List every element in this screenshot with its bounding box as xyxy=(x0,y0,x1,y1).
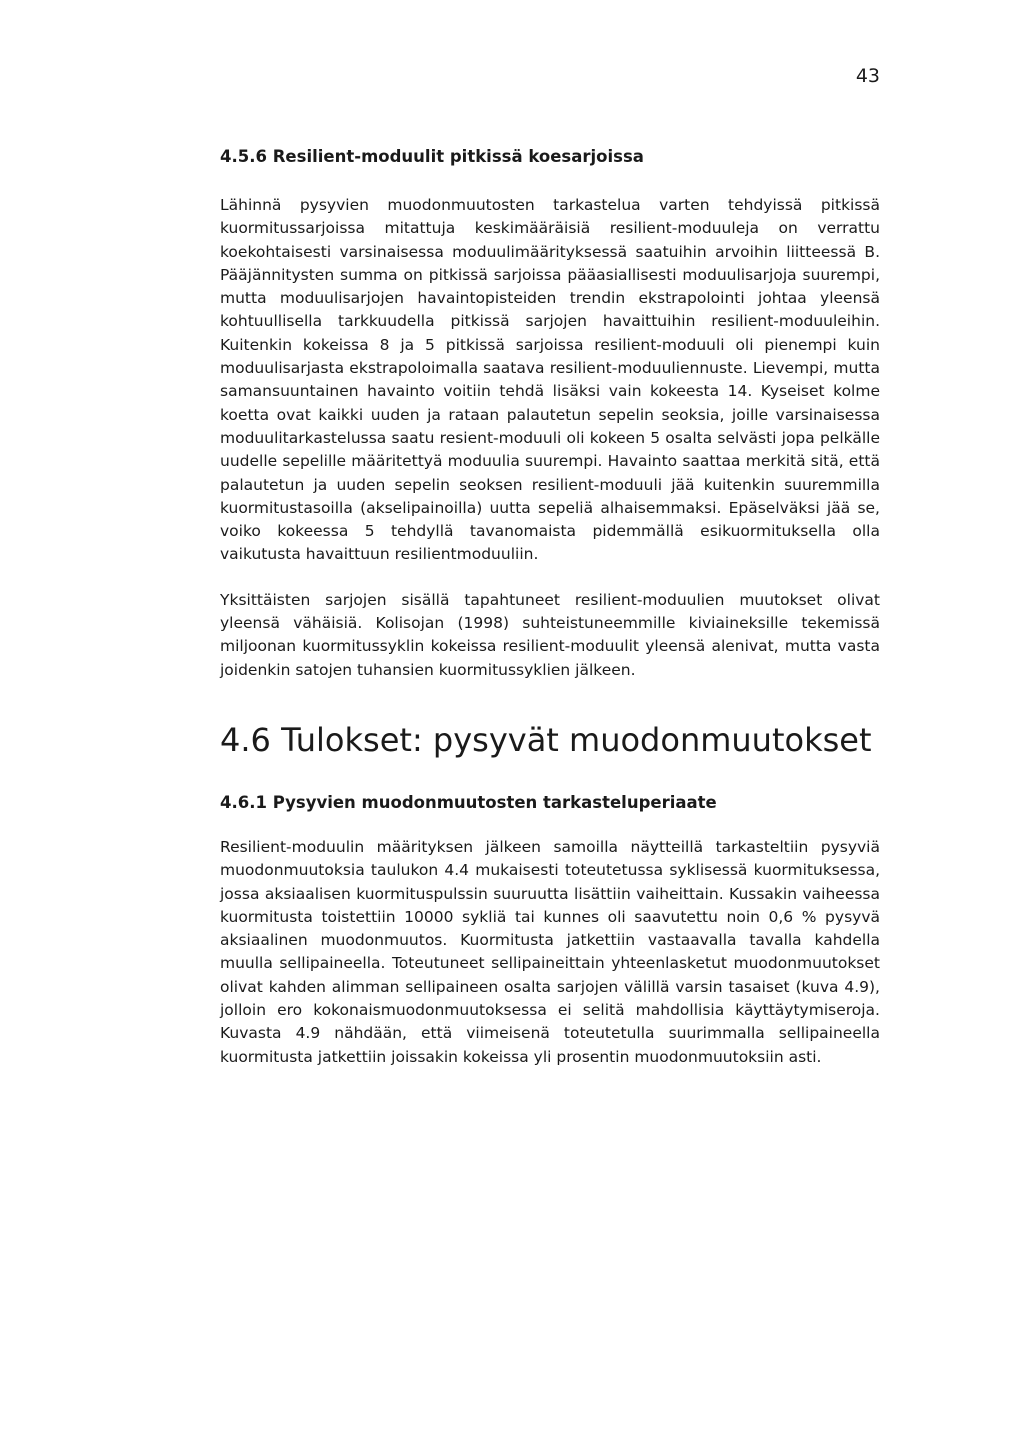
paragraph-permanent-deformation-principle: Resilient-moduulin määrityksen jälkeen samoilla näytteillä tarkasteltiin pysyviä muodonmuutoksia taulukon 4.4 mukaisesti toteutetussa syklisessä kuormituksessa, jossa aksiaalisen kuormituspulssin suuruutta lisättiin vaiheittain. Kussakin vaiheessa kuormitusta toistettiin 10000 sykliä tai kunnes oli saavutettu noin 0,6 % pysyvä aksiaalinen muodonmuutos. Kuormitusta jatkettiin vastaavalla tavalla kahdella muulla sellipaineella. Toteutuneet sellipaineittain yhteenlasketut muodonmuutokset olivat kahden alimman sellipaineen osalta sarjojen välillä varsin tasaiset (kuva 4.9), jolloin ero kokonaismuodonmuutoksessa ei selitä mahdollisia käyttäytymiseroja. Kuvasta 4.9 nähdään, että viimeisenä toteutetulla suurimmalla sellipaineella kuormitusta jatkettiin joissakin kokeissa yli prosentin muodonmuutoksiin asti. xyxy=(220,837,880,1066)
subsection-heading-4-6-1: 4.6.1 Pysyvien muodonmuutosten tarkasteluperiaate xyxy=(220,792,717,812)
page-content xyxy=(220,144,880,1069)
page-number: 43 xyxy=(855,65,880,87)
paragraph-resilient-changes: Yksittäisten sarjojen sisällä tapahtuneet resilient-moduulien muutokset olivat yleensä vähäisiä. Kolisojan (1998) suhteistuneemmille kiviaineksille tekemissä miljoonan kuormitussyklin kokeissa resilient-moduulit yleensä alenivat, mutta vasta joidenkin satojen tuhansien kuormitussyklien jälkeen. xyxy=(220,590,880,679)
paragraph-resilient-long-series: Lähinnä pysyvien muodonmuutosten tarkastelua varten tehdyissä pitkissä kuormitussarjoissa mitattuja keskimääräisiä resilient-moduuleja on verrattu koekohtaisesti varsinaisessa moduulimäärityksessä saatuihin arvoihin liitteessä B. Pääjännitysten summa on pitkissä sarjoissa pääasiallisesti moduulisarjoja suurempi, mutta moduulisarjojen havaintopisteiden trendin ekstrapolointi johtaa yleensä kohtuullisella tarkkuudella pitkissä sarjojen havaittuihin resilient-moduuleihin. Kuitenkin kokeissa 8 ja 5 pitkissä sarjoissa resilient-moduuli oli pienempi kuin moduulisarjasta ekstrapoloimalla saatava resilient-moduuliennuste. Lievempi, mutta samansuuntainen havainto voitiin tehdä lisäksi vain kokeesta 14. Kyseiset kolme koetta ovat kaikki uuden ja rataan palautetun sepelin seoksia, joille varsinaisessa moduulitarkastelussa saatu resient-moduuli oli kokeen 5 osalta selvästi jopa pelkälle uudelle sepelille määritettyä moduulia suurempi. Havainto saattaa merkitä sitä, että palautetun ja uuden sepelin seoksen resilient-moduuli jää kuitenkin suuremmilla kuormitustasoilla (akselipainoilla) uutta sepeliä alhaisemmaksi. Epäselväksi jää se, voiko kokeessa 5 tehdyllä tavanomaista pidemmällä esikuormituksella olla vaikutusta havaittuun resilientmoduuliin. xyxy=(220,196,880,564)
subsection-heading-4-5-6: 4.5.6 Resilient-moduulit pitkissä koesarjoissa xyxy=(220,147,644,166)
section-heading-4-6: 4.6 Tulokset: pysyvät muodonmuutokset xyxy=(220,720,872,759)
